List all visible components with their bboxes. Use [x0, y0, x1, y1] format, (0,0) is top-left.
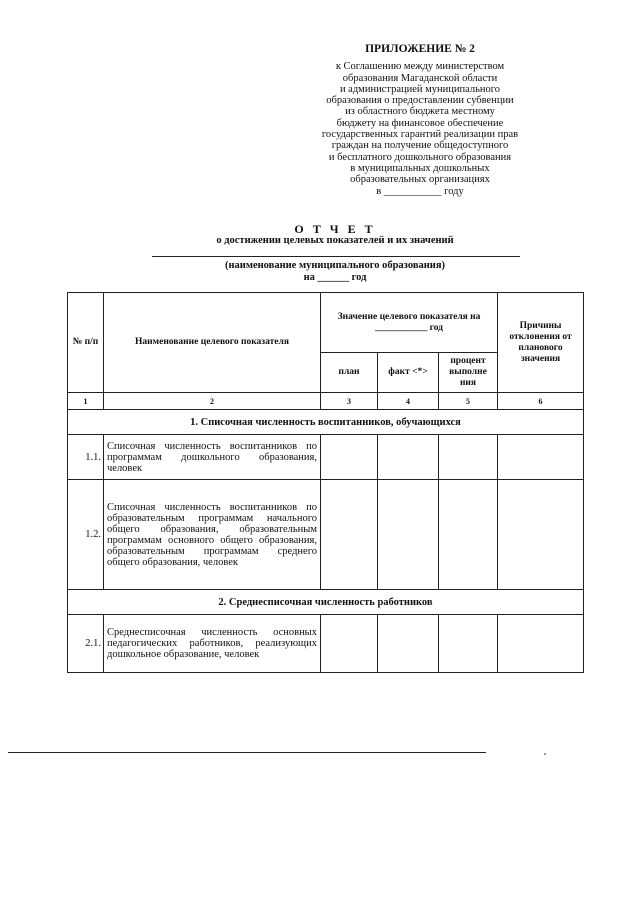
table-row — [68, 480, 584, 590]
percent-cell[interactable] — [439, 435, 498, 480]
report-title: О Т Ч Е Т — [294, 222, 376, 236]
reasons-cell[interactable] — [498, 435, 584, 480]
plan-cell[interactable] — [321, 480, 378, 590]
column-number: 1 — [68, 393, 104, 410]
scan-speck — [544, 753, 546, 755]
appendix-line: в муниципальных дошкольных — [350, 162, 490, 174]
section-title: 2. Среднесписочная численность работников — [68, 590, 584, 615]
header-fact: факт <*> — [378, 353, 439, 393]
footnote-separator — [8, 752, 486, 753]
section-title: 1. Списочная численность воспитанников, обучающихся — [68, 410, 584, 435]
column-number: 4 — [378, 393, 439, 410]
row-number: 2.1. — [68, 615, 104, 673]
header-plan: план — [321, 353, 378, 393]
appendix-line: государственных гарантий реализации прав — [321, 129, 519, 141]
column-number: 3 — [321, 393, 378, 410]
percent-cell[interactable] — [439, 615, 498, 673]
indicator-name: Списочная численность воспитанников по программам дошкольного образования, человек — [104, 435, 321, 480]
column-number-row — [68, 393, 584, 410]
report-year-line: на ______ год — [303, 272, 367, 283]
appendix-line: образования Магаданской области — [342, 72, 498, 84]
municipality-underline — [152, 256, 520, 257]
column-number: 6 — [498, 393, 584, 410]
appendix-line: граждан на получение общедоступного — [331, 140, 509, 152]
appendix-title: ПРИЛОЖЕНИЕ № 2 — [365, 43, 475, 55]
column-number: 2 — [104, 393, 321, 410]
header-value-group: Значение целевого показателя на ___________ год — [321, 293, 498, 353]
header-name: Наименование целевого показателя — [104, 293, 321, 393]
appendix-line: образовательных организациях — [350, 174, 490, 186]
report-subtitle: о достижении целевых показателей и их значений — [216, 235, 454, 246]
appendix-line: к Соглашению между министерством — [335, 61, 505, 73]
row-number: 1.2. — [68, 480, 104, 590]
header-percent: процент выполне ния — [439, 353, 498, 393]
header-row — [68, 293, 584, 353]
table-row — [68, 615, 584, 673]
percent-cell[interactable] — [439, 480, 498, 590]
column-number: 5 — [439, 393, 498, 410]
fact-cell[interactable] — [378, 435, 439, 480]
fact-cell[interactable] — [378, 615, 439, 673]
section-row — [68, 590, 584, 615]
indicators-table — [67, 292, 584, 673]
municipality-caption: (наименование муниципального образования) — [224, 260, 446, 271]
plan-cell[interactable] — [321, 435, 378, 480]
appendix-line: образования о предоставлении субвенции — [326, 95, 514, 107]
header-reasons: Причины отклонения от планового значения — [498, 293, 584, 393]
reasons-cell[interactable] — [498, 480, 584, 590]
reasons-cell[interactable] — [498, 615, 584, 673]
appendix-line: и бесплатного дошкольного образования — [328, 151, 512, 163]
header-num: № п/п — [68, 293, 104, 393]
appendix-block — [300, 44, 540, 197]
appendix-line: бюджету на финансовое обеспечение — [336, 117, 504, 129]
section-row — [68, 410, 584, 435]
row-number: 1.1. — [68, 435, 104, 480]
appendix-line: из областного бюджета местному — [345, 106, 495, 118]
table-row — [68, 435, 584, 480]
indicator-name: Среднесписочная численность основных педагогических работников, реализующих дошкольное образование, человек — [104, 615, 321, 673]
appendix-line: в ___________ году — [376, 185, 464, 197]
fact-cell[interactable] — [378, 480, 439, 590]
indicator-name: Списочная численность воспитанников по образовательным программам начального общего образования, образовательным программам основного общего образования, образовательным программам среднего общего образования, человек — [104, 480, 321, 590]
plan-cell[interactable] — [321, 615, 378, 673]
appendix-line: и администрацией муниципального — [339, 83, 501, 95]
